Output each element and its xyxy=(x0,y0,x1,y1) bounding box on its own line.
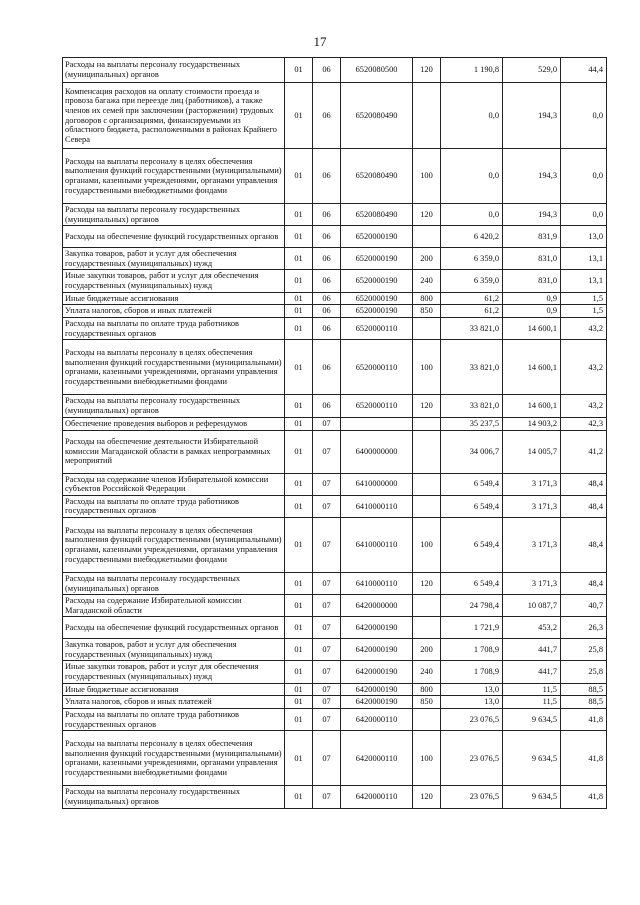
executed-amount: 11,5 xyxy=(503,696,561,709)
subsection-code: 07 xyxy=(313,417,341,430)
planned-amount: 1 721,9 xyxy=(441,617,503,639)
subsection-code: 07 xyxy=(313,661,341,683)
subsection-code: 06 xyxy=(313,83,341,149)
table-row xyxy=(63,661,607,683)
expense-type-code xyxy=(413,318,441,340)
subsection-code: 06 xyxy=(313,149,341,204)
target-article-code: 6410000110 xyxy=(341,517,413,572)
executed-amount: 9 634,5 xyxy=(503,786,561,808)
budget-table xyxy=(62,57,607,809)
row-name: Расходы на выплаты персоналу государственных (муниципальных) органов xyxy=(63,572,285,594)
planned-amount: 23 076,5 xyxy=(441,709,503,731)
subsection-code: 06 xyxy=(313,340,341,395)
table-row xyxy=(63,786,607,808)
executed-amount: 14 005,7 xyxy=(503,430,561,473)
expense-type-code: 120 xyxy=(413,204,441,226)
expense-type-code: 100 xyxy=(413,149,441,204)
target-article-code: 6520080500 xyxy=(341,58,413,83)
row-name: Расходы на выплаты персоналу государственных (муниципальных) органов xyxy=(63,204,285,226)
planned-amount: 13,0 xyxy=(441,683,503,696)
target-article-code: 6420000110 xyxy=(341,786,413,808)
planned-amount: 1 708,9 xyxy=(441,661,503,683)
table-row xyxy=(63,473,607,495)
planned-amount: 1 708,9 xyxy=(441,639,503,661)
target-article-code: 6420000110 xyxy=(341,731,413,786)
target-article-code: 6520000110 xyxy=(341,340,413,395)
execution-percent: 48,4 xyxy=(561,495,607,517)
target-article-code: 6420000110 xyxy=(341,709,413,731)
subsection-code: 06 xyxy=(313,305,341,318)
expense-type-code: 120 xyxy=(413,786,441,808)
execution-percent: 25,8 xyxy=(561,661,607,683)
target-article-code: 6520000190 xyxy=(341,270,413,292)
row-name: Расходы на выплаты персоналу в целях обеспечения выполнения функций государственными (муниципальными) органами, казенными учреждениями, органами управления государственными внебюджетными фондами xyxy=(63,517,285,572)
table-row xyxy=(63,709,607,731)
row-name: Иные закупки товаров, работ и услуг для обеспечения государственных (муниципальных) нужд xyxy=(63,270,285,292)
table-row xyxy=(63,248,607,270)
execution-percent: 43,2 xyxy=(561,340,607,395)
executed-amount: 453,2 xyxy=(503,617,561,639)
execution-percent: 42,3 xyxy=(561,417,607,430)
table-row xyxy=(63,696,607,709)
planned-amount: 6 549,4 xyxy=(441,495,503,517)
execution-percent: 41,8 xyxy=(561,786,607,808)
section-code: 01 xyxy=(285,595,313,617)
executed-amount: 194,3 xyxy=(503,149,561,204)
execution-percent: 13,0 xyxy=(561,226,607,248)
target-article-code: 6420000190 xyxy=(341,683,413,696)
planned-amount: 6 549,4 xyxy=(441,473,503,495)
section-code: 01 xyxy=(285,731,313,786)
executed-amount: 831,0 xyxy=(503,248,561,270)
subsection-code: 07 xyxy=(313,495,341,517)
target-article-code: 6420000190 xyxy=(341,661,413,683)
table-row xyxy=(63,340,607,395)
row-name: Расходы на выплаты персоналу в целях обеспечения выполнения функций государственными (муниципальными) органами, казенными учреждениями, органами управления государственными внебюджетными фондами xyxy=(63,340,285,395)
executed-amount: 14 600,1 xyxy=(503,340,561,395)
row-name: Расходы на выплаты по оплате труда работников государственных органов xyxy=(63,495,285,517)
table-row xyxy=(63,595,607,617)
table-row xyxy=(63,58,607,83)
table-row xyxy=(63,731,607,786)
row-name: Расходы на содержание членов Избирательной комиссии субъектов Российской Федерации xyxy=(63,473,285,495)
table-row xyxy=(63,639,607,661)
row-name: Уплата налогов, сборов и иных платежей xyxy=(63,696,285,709)
expense-type-code xyxy=(413,430,441,473)
subsection-code: 07 xyxy=(313,709,341,731)
execution-percent: 1,5 xyxy=(561,305,607,318)
executed-amount: 529,0 xyxy=(503,58,561,83)
subsection-code: 07 xyxy=(313,473,341,495)
table-row xyxy=(63,83,607,149)
section-code: 01 xyxy=(285,292,313,305)
expense-type-code: 850 xyxy=(413,696,441,709)
row-name: Закупка товаров, работ и услуг для обеспечения государственных (муниципальных) нужд xyxy=(63,639,285,661)
planned-amount: 23 076,5 xyxy=(441,731,503,786)
expense-type-code: 850 xyxy=(413,305,441,318)
table-row xyxy=(63,292,607,305)
expense-type-code: 120 xyxy=(413,395,441,417)
section-code: 01 xyxy=(285,204,313,226)
subsection-code: 07 xyxy=(313,696,341,709)
expense-type-code: 200 xyxy=(413,248,441,270)
subsection-code: 06 xyxy=(313,204,341,226)
planned-amount: 6 359,0 xyxy=(441,270,503,292)
subsection-code: 07 xyxy=(313,517,341,572)
executed-amount: 14 600,1 xyxy=(503,395,561,417)
planned-amount: 33 821,0 xyxy=(441,340,503,395)
table-row xyxy=(63,683,607,696)
table-row xyxy=(63,226,607,248)
row-name: Расходы на выплаты персоналу государственных (муниципальных) органов xyxy=(63,395,285,417)
row-name: Расходы на обеспечение функций государственных органов xyxy=(63,617,285,639)
row-name: Расходы на выплаты по оплате труда работников государственных органов xyxy=(63,709,285,731)
section-code: 01 xyxy=(285,226,313,248)
section-code: 01 xyxy=(285,305,313,318)
executed-amount: 831,9 xyxy=(503,226,561,248)
planned-amount: 6 549,4 xyxy=(441,517,503,572)
target-article-code xyxy=(341,417,413,430)
subsection-code: 06 xyxy=(313,226,341,248)
section-code: 01 xyxy=(285,639,313,661)
expense-type-code: 100 xyxy=(413,517,441,572)
target-article-code: 6420000000 xyxy=(341,595,413,617)
execution-percent: 13,1 xyxy=(561,270,607,292)
planned-amount: 0,0 xyxy=(441,149,503,204)
planned-amount: 6 549,4 xyxy=(441,572,503,594)
target-article-code: 6520000190 xyxy=(341,305,413,318)
target-article-code: 6520000190 xyxy=(341,248,413,270)
execution-percent: 0,0 xyxy=(561,149,607,204)
execution-percent: 48,4 xyxy=(561,473,607,495)
executed-amount: 3 171,3 xyxy=(503,495,561,517)
row-name: Компенсация расходов на оплату стоимости проезда и провоза багажа при переезде лиц (работников), а также членов их семей при заключении (расторжении) трудовых договоров с организациями, финансируемыми из областного бюджета, расположенными в районах Крайнего Севера xyxy=(63,83,285,149)
row-name: Расходы на выплаты персоналу в целях обеспечения выполнения функций государственными (муниципальными) органами, казенными учреждениями, органами управления государственными внебюджетными фондами xyxy=(63,731,285,786)
planned-amount: 13,0 xyxy=(441,696,503,709)
section-code: 01 xyxy=(285,340,313,395)
section-code: 01 xyxy=(285,517,313,572)
target-article-code: 6410000110 xyxy=(341,495,413,517)
section-code: 01 xyxy=(285,786,313,808)
execution-percent: 41,2 xyxy=(561,430,607,473)
subsection-code: 06 xyxy=(313,58,341,83)
section-code: 01 xyxy=(285,683,313,696)
section-code: 01 xyxy=(285,395,313,417)
executed-amount: 0,9 xyxy=(503,305,561,318)
expense-type-code: 100 xyxy=(413,340,441,395)
execution-percent: 48,4 xyxy=(561,517,607,572)
row-name: Обеспечение проведения выборов и референдумов xyxy=(63,417,285,430)
target-article-code: 6420000190 xyxy=(341,696,413,709)
section-code: 01 xyxy=(285,248,313,270)
row-name: Расходы на содержание Избирательной комиссии Магаданской области xyxy=(63,595,285,617)
planned-amount: 24 798,4 xyxy=(441,595,503,617)
expense-type-code: 240 xyxy=(413,270,441,292)
execution-percent: 25,8 xyxy=(561,639,607,661)
table-row xyxy=(63,395,607,417)
expense-type-code xyxy=(413,226,441,248)
subsection-code: 06 xyxy=(313,248,341,270)
expense-type-code xyxy=(413,83,441,149)
expense-type-code: 200 xyxy=(413,639,441,661)
executed-amount: 441,7 xyxy=(503,639,561,661)
target-article-code: 6420000190 xyxy=(341,617,413,639)
table-row xyxy=(63,318,607,340)
executed-amount: 831,0 xyxy=(503,270,561,292)
row-name: Иные закупки товаров, работ и услуг для обеспечения государственных (муниципальных) нужд xyxy=(63,661,285,683)
target-article-code: 6520000110 xyxy=(341,318,413,340)
execution-percent: 26,3 xyxy=(561,617,607,639)
target-article-code: 6520000190 xyxy=(341,226,413,248)
section-code: 01 xyxy=(285,58,313,83)
execution-percent: 1,5 xyxy=(561,292,607,305)
execution-percent: 0,0 xyxy=(561,204,607,226)
target-article-code: 6400000000 xyxy=(341,430,413,473)
section-code: 01 xyxy=(285,149,313,204)
expense-type-code: 240 xyxy=(413,661,441,683)
expense-type-code xyxy=(413,709,441,731)
planned-amount: 33 821,0 xyxy=(441,395,503,417)
subsection-code: 07 xyxy=(313,786,341,808)
expense-type-code: 120 xyxy=(413,572,441,594)
row-name: Расходы на обеспечение функций государственных органов xyxy=(63,226,285,248)
planned-amount: 61,2 xyxy=(441,305,503,318)
execution-percent: 41,8 xyxy=(561,731,607,786)
section-code: 01 xyxy=(285,318,313,340)
planned-amount: 34 006,7 xyxy=(441,430,503,473)
execution-percent: 40,7 xyxy=(561,595,607,617)
subsection-code: 07 xyxy=(313,639,341,661)
execution-percent: 13,1 xyxy=(561,248,607,270)
table-row xyxy=(63,305,607,318)
planned-amount: 33 821,0 xyxy=(441,318,503,340)
section-code: 01 xyxy=(285,709,313,731)
row-name: Иные бюджетные ассигнования xyxy=(63,683,285,696)
executed-amount: 194,3 xyxy=(503,204,561,226)
execution-percent: 43,2 xyxy=(561,395,607,417)
subsection-code: 07 xyxy=(313,683,341,696)
table-row xyxy=(63,204,607,226)
planned-amount: 6 420,2 xyxy=(441,226,503,248)
execution-percent: 0,0 xyxy=(561,83,607,149)
table-row xyxy=(63,517,607,572)
execution-percent: 44,4 xyxy=(561,58,607,83)
subsection-code: 06 xyxy=(313,292,341,305)
target-article-code: 6520000190 xyxy=(341,292,413,305)
executed-amount: 9 634,5 xyxy=(503,731,561,786)
planned-amount: 23 076,5 xyxy=(441,786,503,808)
planned-amount: 61,2 xyxy=(441,292,503,305)
target-article-code: 6410000110 xyxy=(341,572,413,594)
expense-type-code xyxy=(413,595,441,617)
section-code: 01 xyxy=(285,430,313,473)
table-row xyxy=(63,149,607,204)
table-row xyxy=(63,495,607,517)
execution-percent: 48,4 xyxy=(561,572,607,594)
executed-amount: 3 171,3 xyxy=(503,517,561,572)
expense-type-code: 800 xyxy=(413,683,441,696)
table-row xyxy=(63,617,607,639)
row-name: Расходы на выплаты по оплате труда работников государственных органов xyxy=(63,318,285,340)
table-row xyxy=(63,270,607,292)
target-article-code: 6420000190 xyxy=(341,639,413,661)
row-name: Расходы на обеспечение деятельности Избирательной комиссии Магаданской области в рамках непрограммных мероприятий xyxy=(63,430,285,473)
section-code: 01 xyxy=(285,495,313,517)
execution-percent: 88,5 xyxy=(561,696,607,709)
target-article-code: 6520080490 xyxy=(341,204,413,226)
executed-amount: 11,5 xyxy=(503,683,561,696)
section-code: 01 xyxy=(285,473,313,495)
row-name: Расходы на выплаты персоналу государственных (муниципальных) органов xyxy=(63,58,285,83)
target-article-code: 6520080490 xyxy=(341,83,413,149)
executed-amount: 0,9 xyxy=(503,292,561,305)
executed-amount: 9 634,5 xyxy=(503,709,561,731)
row-name: Расходы на выплаты персоналу государственных (муниципальных) органов xyxy=(63,786,285,808)
expense-type-code xyxy=(413,417,441,430)
executed-amount: 3 171,3 xyxy=(503,473,561,495)
executed-amount: 3 171,3 xyxy=(503,572,561,594)
expense-type-code xyxy=(413,473,441,495)
subsection-code: 07 xyxy=(313,731,341,786)
row-name: Расходы на выплаты персоналу в целях обеспечения выполнения функций государственными (муниципальными) органами, казенными учреждениями, органами управления государственными внебюджетными фондами xyxy=(63,149,285,204)
executed-amount: 14 600,1 xyxy=(503,318,561,340)
subsection-code: 07 xyxy=(313,617,341,639)
executed-amount: 441,7 xyxy=(503,661,561,683)
subsection-code: 06 xyxy=(313,270,341,292)
section-code: 01 xyxy=(285,417,313,430)
target-article-code: 6410000000 xyxy=(341,473,413,495)
table-row xyxy=(63,430,607,473)
section-code: 01 xyxy=(285,270,313,292)
subsection-code: 07 xyxy=(313,572,341,594)
expense-type-code: 800 xyxy=(413,292,441,305)
planned-amount: 6 359,0 xyxy=(441,248,503,270)
section-code: 01 xyxy=(285,572,313,594)
execution-percent: 88,5 xyxy=(561,683,607,696)
subsection-code: 07 xyxy=(313,430,341,473)
subsection-code: 06 xyxy=(313,395,341,417)
target-article-code: 6520080490 xyxy=(341,149,413,204)
expense-type-code: 120 xyxy=(413,58,441,83)
planned-amount: 1 190,8 xyxy=(441,58,503,83)
row-name: Уплата налогов, сборов и иных платежей xyxy=(63,305,285,318)
table-body xyxy=(63,58,607,809)
section-code: 01 xyxy=(285,661,313,683)
planned-amount: 0,0 xyxy=(441,204,503,226)
section-code: 01 xyxy=(285,83,313,149)
expense-type-code xyxy=(413,495,441,517)
execution-percent: 43,2 xyxy=(561,318,607,340)
planned-amount: 35 237,5 xyxy=(441,417,503,430)
target-article-code: 6520000110 xyxy=(341,395,413,417)
page-number: 17 xyxy=(313,34,327,49)
executed-amount: 14 903,2 xyxy=(503,417,561,430)
executed-amount: 10 087,7 xyxy=(503,595,561,617)
section-code: 01 xyxy=(285,696,313,709)
expense-type-code: 100 xyxy=(413,731,441,786)
subsection-code: 07 xyxy=(313,595,341,617)
expense-type-code xyxy=(413,617,441,639)
row-name: Иные бюджетные ассигнования xyxy=(63,292,285,305)
table-row xyxy=(63,417,607,430)
section-code: 01 xyxy=(285,617,313,639)
row-name: Закупка товаров, работ и услуг для обеспечения государственных (муниципальных) нужд xyxy=(63,248,285,270)
executed-amount: 194,3 xyxy=(503,83,561,149)
table-row xyxy=(63,572,607,594)
subsection-code: 06 xyxy=(313,318,341,340)
planned-amount: 0,0 xyxy=(441,83,503,149)
execution-percent: 41,8 xyxy=(561,709,607,731)
